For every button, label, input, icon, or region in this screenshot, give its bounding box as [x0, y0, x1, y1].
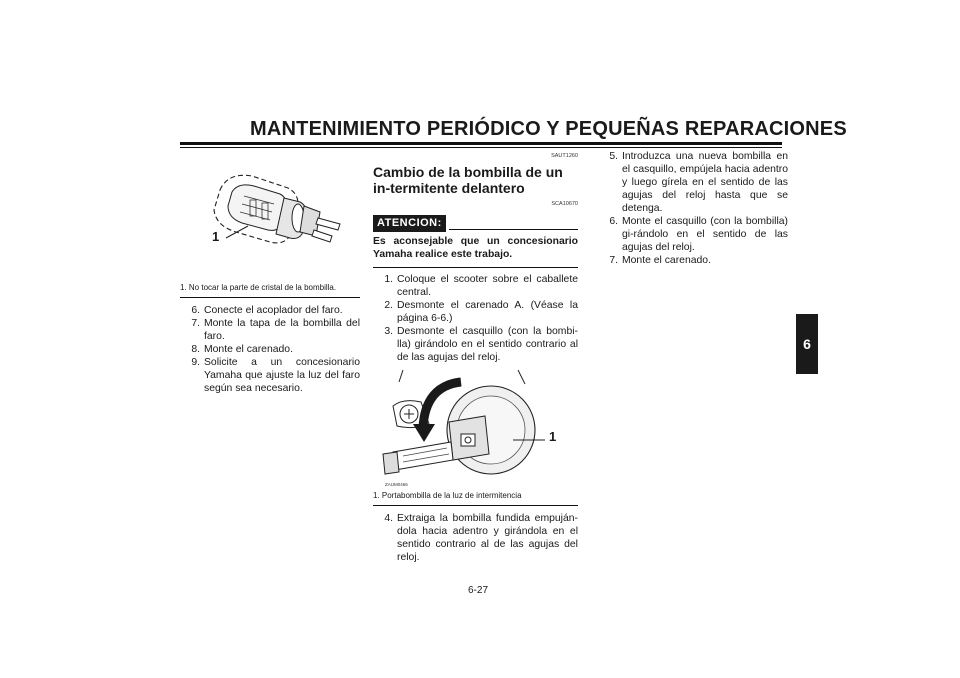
- steps-list-right: [598, 150, 788, 267]
- steps-list-middle: [373, 273, 578, 364]
- page-header-title: MANTENIMIENTO PERIÓDICO Y PEQUEÑAS REPARACIONES: [250, 118, 847, 140]
- list-item: 5. Introduzca una nueva bombilla en el casquillo, empújela hacia adentro y luego gírela en el sentido de las agujas del reloj hasta que se detenga.: [609, 151, 788, 214]
- figure-caption: 1. Portabombilla de la luz de intermitencia: [373, 490, 578, 506]
- notice-badge: ATENCION:: [373, 215, 446, 232]
- section-title: Cambio de la bombilla de un in-termitente delantero: [373, 164, 563, 196]
- figure-code: ZAUM0466: [385, 482, 408, 487]
- list-item: 8. Monte el carenado.: [191, 344, 293, 355]
- notice-rule: [449, 229, 578, 230]
- section-code: SAUT1260: [551, 153, 578, 159]
- page-number: 6-27: [468, 585, 489, 596]
- list-item: 9. Solicite a un concesionario Yamaha que ajuste la luz del faro según sea necesario.: [191, 357, 360, 394]
- turn-signal-illustration: [373, 368, 578, 490]
- list-item: 7. Monte el carenado.: [609, 255, 711, 266]
- notice-text: Es aconsejable que un concesionario Yamaha realice este trabajo.: [373, 235, 578, 268]
- steps-list-middle-2: [373, 512, 578, 564]
- right-column: [598, 150, 788, 267]
- figure-caption: 1. No tocar la parte de cristal de la bombilla.: [180, 282, 360, 298]
- notice-header: [373, 215, 578, 232]
- list-item: 1. Coloque el scooter sobre el caballete central.: [384, 274, 578, 298]
- header-rule-thin: [180, 147, 782, 148]
- chapter-tab: 6: [796, 314, 818, 374]
- list-item: 2. Desmonte el carenado A. (Véase la página 6-6.): [384, 300, 578, 324]
- middle-column: [373, 150, 578, 564]
- turn-signal-figure: [373, 368, 578, 490]
- notice-code: SCA10670: [551, 201, 578, 207]
- left-column: [180, 160, 360, 395]
- figure-callout-1: 1: [549, 429, 557, 444]
- headlight-bulb-figure: [180, 160, 360, 282]
- list-item: 3. Desmonte el casquillo (con la bombi-lla) girándolo en el sentido contrario al de las agujas del reloj.: [384, 326, 578, 363]
- list-item: 6. Conecte el acoplador del faro.: [191, 305, 343, 316]
- headlight-bulb-illustration: [180, 160, 360, 282]
- header-rule: [180, 142, 782, 145]
- list-item: 6. Monte el casquillo (con la bombilla) gi-rándolo en el sentido de las agujas del reloj.: [609, 216, 788, 253]
- list-item: 7. Monte la tapa de la bombilla del faro.: [191, 318, 360, 342]
- figure-callout-1: 1: [212, 229, 220, 244]
- list-item: 4. Extraiga la bombilla fundida empuján-dola hacia adentro y girándola en el sentido contrario al de las agujas del reloj.: [384, 513, 578, 563]
- steps-list-left: [180, 304, 360, 395]
